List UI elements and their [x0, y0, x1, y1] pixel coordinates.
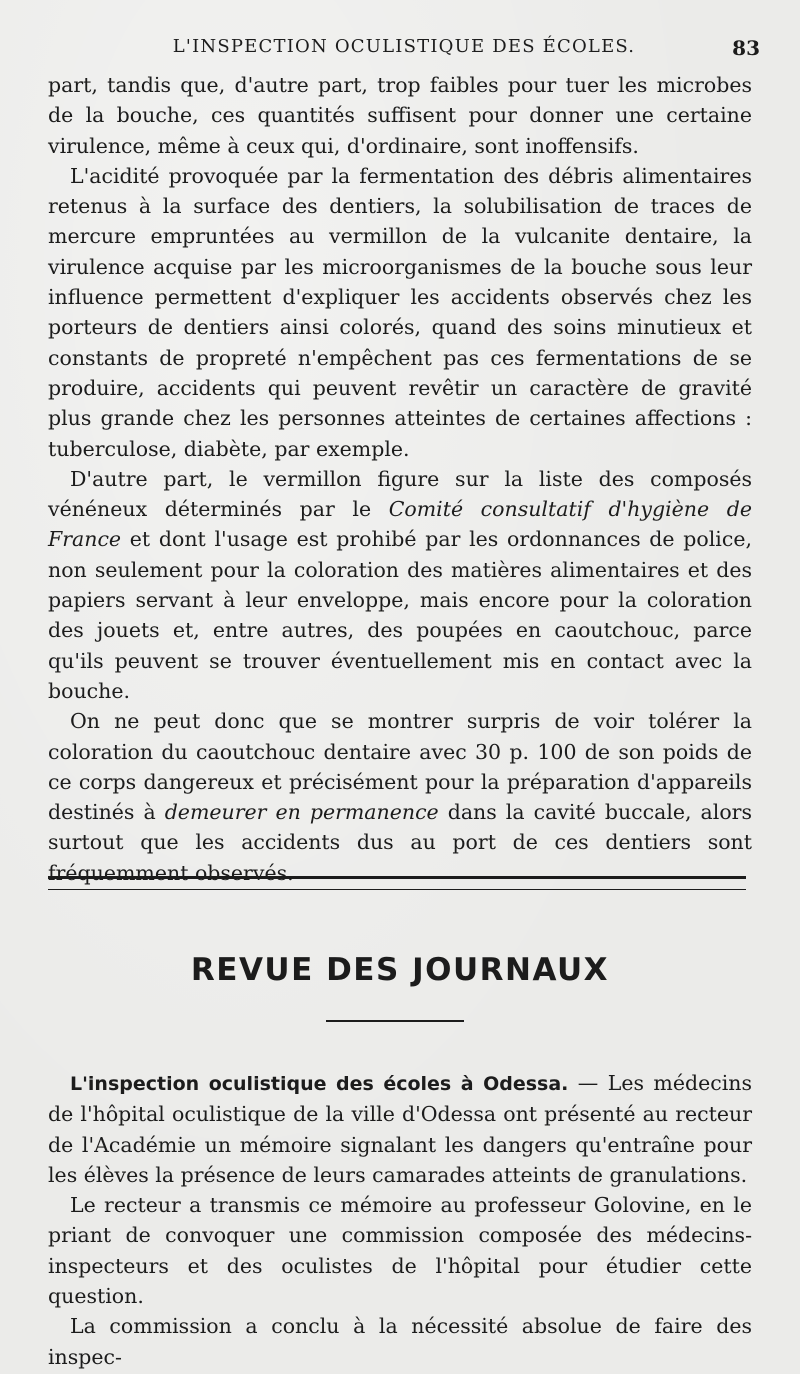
section-divider-rule	[48, 876, 746, 890]
paragraph-text: L'acidité provoquée par la fermentation des débris alimentaires retenus à la surface des dentiers, la solubilisation de traces de mercure empruntées au vermillon de la vulcanite dentaire, la virulence acquise par les microorganismes de la bouche sous leur influence permettent d'expliquer les accidents observés chez les porteurs de dentiers ainsi colorés, quand des soins minutieux et constants de propreté n'empêchent pas ces fermentations de se produire, accidents qui peuvent revêtir un caractère de gravité plus grande chez les personnes atteintes de certaines affections : tuberculose, diabète, par exemple.	[48, 163, 752, 461]
paragraph-text: D'autre part, le vermillon figure sur la liste des composés vénéneux déterminés par le	[48, 466, 752, 522]
running-title: L'INSPECTION OCULISTIQUE DES ÉCOLES.	[172, 36, 636, 57]
article-lead-paragraph	[48, 1068, 752, 1190]
paragraph-vermillion	[48, 464, 752, 706]
page-number: 83	[732, 36, 760, 60]
paragraph-text: part, tandis que, d'autre part, trop faibles pour tuer les microbes de la bouche, ces quantités suffisent pour donner une certaine virulence, même à ceux qui, d'ordinaire, sont inoffensifs.	[48, 73, 752, 158]
paragraph-text: dans la cavité buccale, alors surtout que les accidents dus au port de ces dentiers sont fréquemment observés.	[48, 800, 752, 885]
paragraph-continuation	[48, 70, 752, 161]
running-head	[48, 36, 760, 66]
paragraph-text: On ne peut donc que se montrer surpris de voir tolérer la coloration du caoutchouc dentaire avec 30 p. 100 de son poids de ce corps dangereux et précisément pour la préparation d'appareils destinés à	[48, 709, 752, 825]
paragraph-text: La commission a conclu à la nécessité absolue de faire des inspec-	[48, 1314, 752, 1369]
section-heading: REVUE DES JOURNAUX	[190, 952, 610, 988]
italic-phrase: demeurer en permanence	[164, 800, 439, 825]
journal-review-article	[48, 1068, 752, 1372]
continued-article-text	[48, 70, 752, 888]
heading-underline-rule	[326, 1020, 464, 1022]
paragraph-acidity	[48, 161, 752, 464]
italic-committee-name: Comité consultatif d'hygiène de France	[48, 497, 752, 552]
article-lead-text: — Les médecins de l'hôpital oculistique de la ville d'Odessa ont présenté au recteur de l'Académie un mémoire signalant les dangers qu'entraîne pour les élèves la présence de leurs camarades atteints de granulations.	[48, 1071, 752, 1187]
paragraph-text: et dont l'usage est prohibé par les ordonnances de police, non seulement pour la coloration des matières alimentaires et des papiers servant à leur enveloppe, mais encore pour la coloration des jouets et, entre autres, des poupées en caoutchouc, parce qu'ils peuvent se trouver éventuellement mis en contact avec la bouche.	[48, 527, 752, 703]
article-paragraph-2	[48, 1190, 752, 1311]
article-paragraph-3	[48, 1311, 752, 1372]
article-title: L'inspection oculistique des écoles à Odessa.	[70, 1073, 569, 1095]
paragraph-text: Le recteur a transmis ce mémoire au professeur Golovine, en le priant de convoquer une commission composée des médecins-inspecteurs et des oculistes de l'hôpital pour étudier cette question.	[48, 1193, 752, 1309]
paragraph-conclusion	[48, 706, 752, 888]
